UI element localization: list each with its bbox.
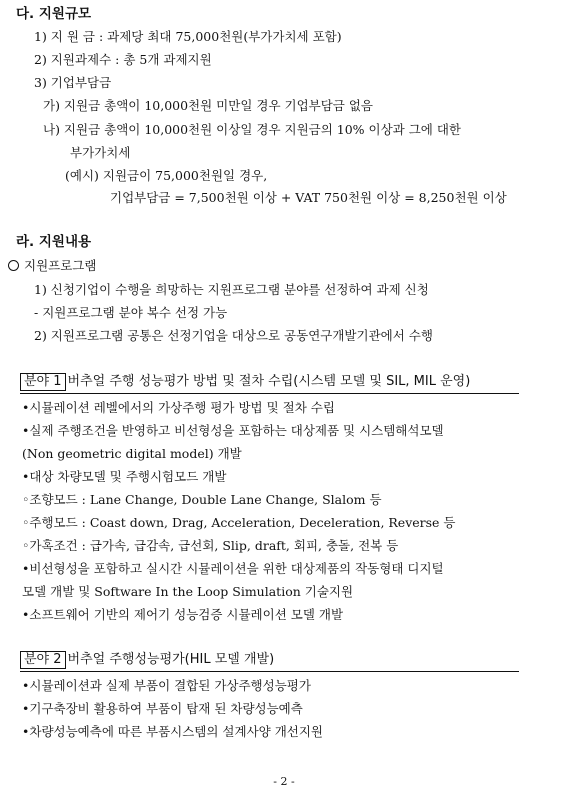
section-heading-support-content: 라. 지원내용: [16, 234, 92, 250]
example-line1: (예시) 지원금이 75,000천원일 경우,: [65, 168, 268, 183]
program-item1: 1) 신청기업이 수행을 희망하는 지원프로그램 분야를 선정하여 과제 신청: [34, 282, 429, 297]
field2-bullet: •차량성능예측에 따른 부품시스템의 설계사양 개선지원: [22, 724, 323, 739]
field1-bullet: •시뮬레이션 레벨에서의 가상주행 평가 방법 및 절차 수립: [22, 400, 335, 415]
field1-label: 분야 1: [20, 373, 66, 391]
field1-bullet: 모델 개발 및 Software In the Loop Simulation 기술지원: [22, 584, 354, 599]
contribution-case-a: 가) 지원금 총액이 10,000천원 미만일 경우 기업부담금 없음: [43, 98, 374, 113]
field2-label: 분야 2: [20, 651, 66, 669]
page-number: - 2 -: [273, 775, 295, 788]
field1-title: 버추얼 주행 성능평가 방법 및 절차 수립(시스템 모델 및 SIL, MIL 운영): [67, 374, 471, 389]
field1-bullet: •실제 주행조건을 반영하고 비선형성을 포함하는 대상제품 및 시스템해석모델: [22, 423, 444, 438]
contribution-case-b-line2: 부가가치세: [70, 145, 131, 160]
field2-header: [20, 651, 274, 669]
field2-bullet: •기구축장비 활용하여 부품이 탑재 된 차량성능예측: [22, 701, 303, 716]
field1-bullet: ◦조향모드 : Lane Change, Double Lane Change, Slalom 등: [22, 492, 382, 507]
field1-bullet: •비선형성을 포함하고 실시간 시뮬레이션을 위한 대상제품의 작동형태 디지털: [22, 561, 444, 576]
field1-bullet: ◦주행모드 : Coast down, Drag, Acceleration, Deceleration, Reverse 등: [22, 515, 456, 530]
field2-underline: [20, 671, 519, 672]
field2-title: 버추얼 주행성능평가(HIL 모델 개발): [67, 652, 275, 667]
circle-bullet-icon: [8, 260, 19, 271]
support-amount: 1) 지 원 금 : 과제당 최대 75,000천원(부가가치세 포함): [34, 29, 342, 44]
field1-header: [20, 373, 470, 391]
support-project-count: 2) 지원과제수 : 총 5개 과제지원: [34, 52, 212, 67]
program-item2: 2) 지원프로그램 공통은 선정기업을 대상으로 공동연구개발기관에서 수행: [34, 328, 433, 343]
program-title: [8, 258, 96, 274]
program-title-text: 지원프로그램: [24, 258, 97, 273]
contribution-case-b-line1: 나) 지원금 총액이 10,000천원 이상일 경우 지원금의 10% 이상과 그에 대한: [43, 122, 462, 137]
field2-bullet: •시뮬레이션과 실제 부품이 결합된 가상주행성능평가: [22, 678, 311, 693]
example-line2: 기업부담금 = 7,500천원 이상 + VAT 750천원 이상 = 8,250천원 이상: [110, 190, 507, 205]
field1-bullet: •소프트웨어 기반의 제어기 성능검증 시뮬레이션 모델 개발: [22, 607, 344, 622]
field1-bullet: (Non geometric digital model) 개발: [22, 446, 242, 461]
section-heading-support-scale: 다. 지원규모: [16, 6, 92, 22]
company-contribution-heading: 3) 기업부담금: [34, 75, 112, 90]
field1-bullet: ◦가혹조건 : 급가속, 급감속, 급선회, Slip, draft, 회피, 충돌, 전복 등: [22, 538, 399, 553]
field1-bullet: •대상 차량모델 및 주행시험모드 개발: [22, 469, 227, 484]
field1-underline: [20, 393, 519, 394]
program-item1-note: - 지원프로그램 분야 복수 선정 가능: [34, 305, 228, 320]
